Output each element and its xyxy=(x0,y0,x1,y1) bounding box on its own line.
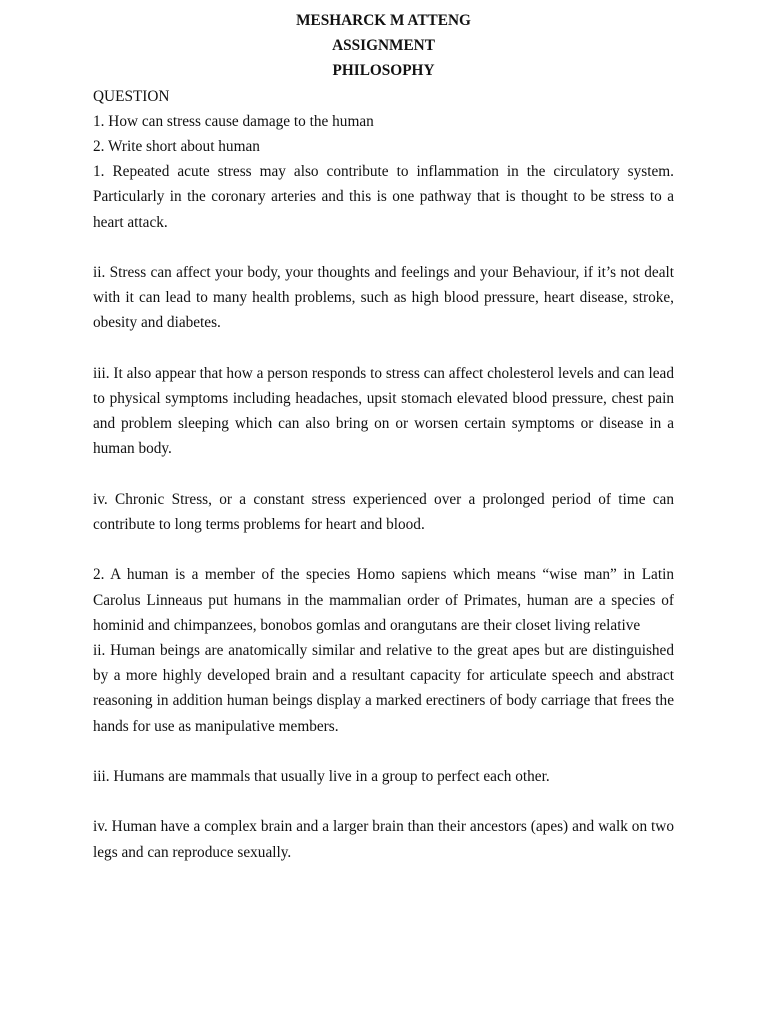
paragraph-gap xyxy=(93,739,674,764)
subject-title: PHILOSOPHY xyxy=(332,62,435,80)
paragraph-gap xyxy=(93,537,674,562)
paragraph-gap xyxy=(93,789,674,814)
answer-2-i: 2. A human is a member of the species Homo sapiens which means “wise man” in Latin Carolus Linneaus put humans in the mammalian order of Primates, human are a species of hominid and chimpanzees, bonobos gomlas and orangutans are their closet living relative xyxy=(93,566,674,634)
paragraph-gap xyxy=(93,235,674,260)
assignment-title: ASSIGNMENT xyxy=(332,37,435,55)
document-page xyxy=(93,8,674,865)
answer-2-iii: iii. Humans are mammals that usually live in a group to perfect each other. xyxy=(93,768,550,786)
author-name: MESHARCK M ATTENG xyxy=(296,12,471,29)
question-2: 2. Write short about human xyxy=(93,138,260,156)
paragraph-gap xyxy=(93,336,674,361)
answer-1-ii: ii. Stress can affect your body, your thoughts and feelings and your Behaviour, if it’s not dealt with it can lead to many health problems, such as high blood pressure, heart disease, stroke, obesity and diabetes. xyxy=(93,264,674,332)
question-label: QUESTION xyxy=(93,87,170,105)
answer-1-iv: iv. Chronic Stress, or a constant stress experienced over a prolonged period of time can contribute to long terms problems for heart and blood. xyxy=(93,490,674,534)
answer-1-iii: iii. It also appear that how a person responds to stress can affect cholesterol levels and can lead to physical symptoms including headaches, upsit stomach elevated blood pressure, chest pain and problem sleeping which can also bring on or worsen certain symptoms or disease in a human body. xyxy=(93,364,674,458)
answer-2-ii: ii. Human beings are anatomically similar and relative to the great apes but are distinguished by a more highly developed brain and a resultant capacity for articulate speech and abstract reasoning in addition human beings display a marked erectiners of body carriage that frees the hands for use as manipulative members. xyxy=(93,642,674,735)
question-1: 1. How can stress cause damage to the human xyxy=(93,112,374,130)
answer-1-i: 1. Repeated acute stress may also contribute to inflammation in the circulatory system. Particularly in the coronary arteries and this is one pathway that is thought to be stress to a heart attack. xyxy=(93,163,674,231)
answer-2-iv: iv. Human have a complex brain and a larger brain than their ancestors (apes) and walk on two legs and can reproduce sexually. xyxy=(93,818,674,861)
paragraph-gap xyxy=(93,462,674,487)
